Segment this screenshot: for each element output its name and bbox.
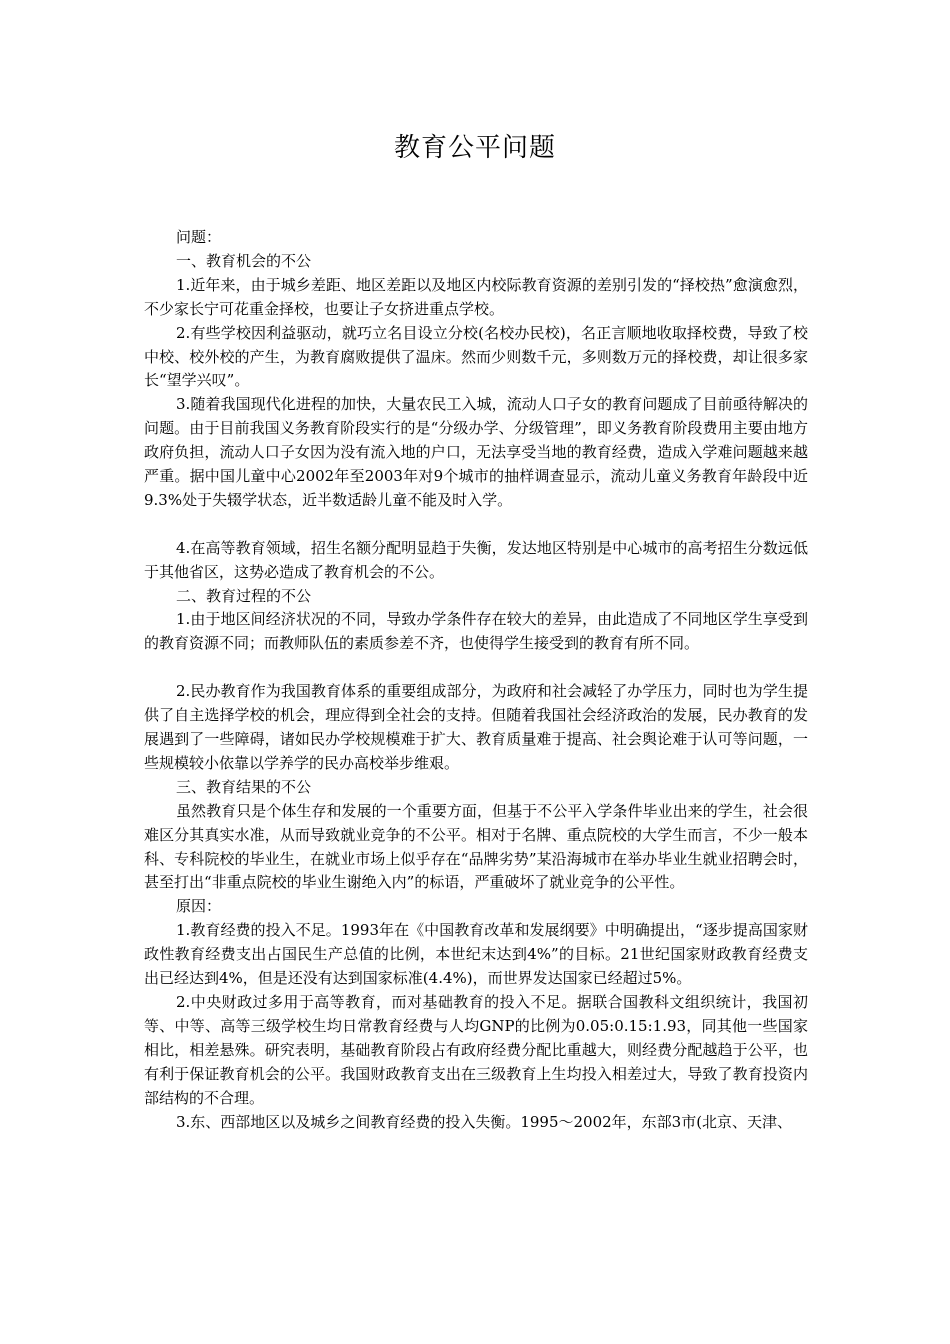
paragraph: 1.由于地区间经济状况的不同，导致办学条件存在较大的差异，由此造成了不同地区学生享受到的教育资源不同；而教师队伍的素质参差不齐，也使得学生接受到的教育有所不同。 (144, 610, 808, 653)
paragraph: 1.近年来，由于城乡差距、地区差距以及地区内校际教育资源的差别引发的“择校热”愈演愈烈，不少家长宁可花重金择校，也要让子女挤进重点学校。 (144, 275, 808, 318)
paragraph: 2.中央财政过多用于高等教育，而对基础教育的投入不足。据联合国教科文组织统计，我国初等、中等、高等三级学校生均日常教育经费与人均GNP的比例为0.05:0.15:1.93，同其他一些国家相比，相差悬殊。研究表明，基础教育阶段占有政府经费分配比重越大，则经费分配越趋于公平，也有利于保证教育机会的公平。我国财政教育支出在三级教育上生均投入相差过大，导致了教育投资内部结构的不合理。 (144, 992, 808, 1107)
section-heading-result: 三、教育结果的不公 (176, 777, 312, 796)
paragraph-questions-heading: 问题： (176, 228, 222, 246)
paragraph: 2.民办教育作为我国教育体系的重要组成部分，为政府和社会减轻了办学压力，同时也为学生提供了自主选择学校的机会，理应得到全社会的支持。但随着我国社会经济政治的发展，民办教育的发展遇到了一些障碍，诸如民办学校规模难于扩大、教育质量难于提高、社会舆论难于认可等问题，一些规模较小依靠以学养学的民办高校举步维艰。 (144, 682, 808, 772)
paragraph: 3.东、西部地区以及城乡之间教育经费的投入失衡。1995～2002年，东部3市(北京、天津、 (176, 1112, 793, 1131)
paragraph: 虽然教育只是个体生存和发展的一个重要方面，但基于不公平入学条件毕业出来的学生，社会很难区分其真实水准，从而导致就业竞争的不公平。相对于名牌、重点院校的大学生而言，不少一般本科、专科院校的毕业生，在就业市场上似乎存在“品牌劣势”某沿海城市在举办毕业生就业招聘会时，甚至打出“非重点院校的毕业生谢绝入内”的标语，严重破坏了就业竞争的公平性。 (144, 801, 808, 892)
paragraph-causes-heading: 原因： (176, 897, 222, 916)
blank-line (144, 513, 808, 537)
paragraph: 1.教育经费的投入不足。1993年在《中国教育改革和发展纲要》中明确提出，“逐步提高国家财政性教育经费支出占国民生产总值的比例，本世纪末达到4%”的目标。21世纪国家财政教育经费支出已经达到4%，但是还没有达到国家标准(4.4%)，而世界发达国家已经超过5%。 (144, 921, 808, 988)
paragraph: 3.随着我国现代化进程的加快，大量农民工入城，流动人口子女的教育问题成了目前亟待解决的问题。由于目前我国义务教育阶段实行的是“分级办学、分级管理”，即义务教育阶段费用主要由地方政府负担，流动人口子女因为没有流入地的户口，无法享受当地的教育经费，造成入学难问题越来越严重。据中国儿童中心2002年至2003年对9个城市的抽样调查显示，流动儿童义务教育年龄段中近9.3%处于失辍学状态，近半数适龄儿童不能及时入学。 (144, 395, 808, 509)
document-body (144, 226, 808, 1134)
paragraph: 2.有些学校因利益驱动，就巧立名目设立分校(名校办民校)，名正言顺地收取择校费，导致了校中校、校外校的产生，为教育腐败提供了温床。然而少则数千元，多则数万元的择校费，却让很多家长“望学兴叹”。 (144, 323, 808, 390)
blank-line (144, 656, 808, 680)
section-heading-opportunity: 一、教育机会的不公 (176, 251, 312, 270)
paragraph: 4.在高等教育领域，招生名额分配明显趋于失衡，发达地区特别是中心城市的高考招生分数远低于其他省区，这势必造成了教育机会的不公。 (144, 538, 808, 581)
document-title: 教育公平问题 (393, 133, 556, 163)
section-heading-process: 二、教育过程的不公 (176, 586, 312, 605)
